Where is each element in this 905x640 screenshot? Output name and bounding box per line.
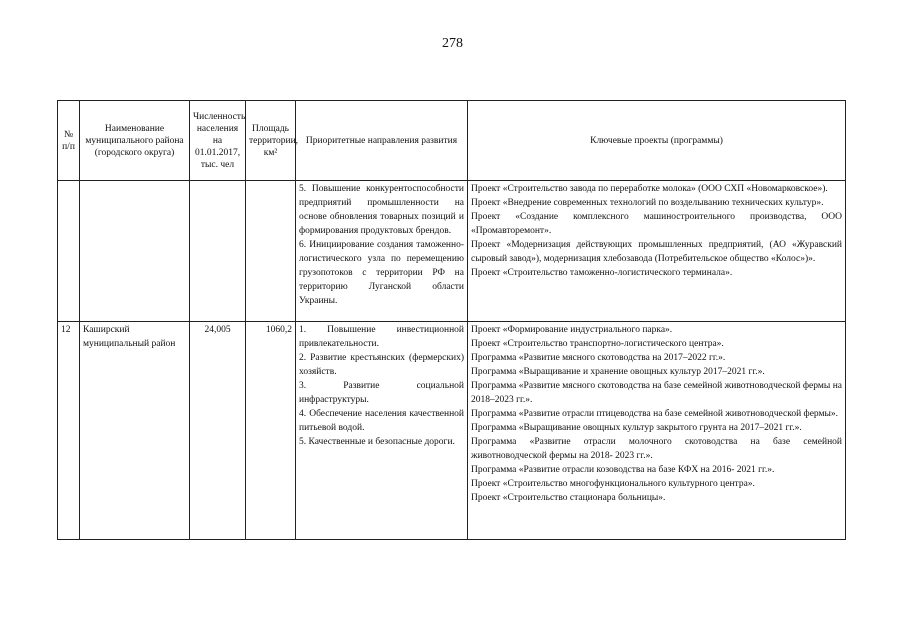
project-item: Программа «Развитие отрасли молочного скотоводства на базе семейной животноводческой фермы на 2018- 2023 гг.». — [471, 437, 842, 461]
direction-item: 4. Обеспечение населения качественной питьевой водой. — [299, 409, 464, 433]
cell-name: Каширский муниципальный район — [80, 322, 190, 540]
project-item: Проект «Строительство многофункционального культурного центра». — [471, 479, 755, 489]
project-item: Проект «Модернизация действующих промышленных предприятий, (АО «Журавский сыровый завод»), модернизация хлебозавода (Потребительское общество «Колос»)». — [471, 240, 842, 264]
cell-num — [58, 181, 80, 322]
cell-directions — [296, 322, 468, 540]
table-row — [58, 322, 846, 540]
direction-item: 2. Развитие крестьянских (фермерских) хозяйств. — [299, 353, 464, 377]
cell-projects — [468, 181, 846, 322]
project-item: Программа «Выращивание и хранение овощных культур 2017–2021 гг.». — [471, 367, 765, 377]
project-item: Проект «Строительство таможенно-логистического терминала». — [471, 268, 733, 278]
header-num: № п/п — [58, 101, 80, 181]
project-item: Проект «Формирование индустриального парка». — [471, 325, 673, 335]
project-item: Программа «Развитие мясного скотоводства на 2017–2022 гг.». — [471, 353, 726, 363]
header-population: Численность населения на 01.01.2017, тыс. чел — [190, 101, 246, 181]
direction-item: 3. Развитие социальной инфраструктуры. — [299, 381, 464, 405]
project-item: Проект «Строительство стационара больницы». — [471, 493, 666, 503]
cell-num: 12 — [58, 322, 80, 540]
header-directions: Приоритетные направления развития — [296, 101, 468, 181]
direction-item: 6. Инициирование создания таможенно-логистического узла по перемещению грузопотоков с территории РФ на территорию Луганской области Украины. — [299, 240, 464, 306]
cell-directions — [296, 181, 468, 322]
direction-item: 1. Повышение инвестиционной привлекательности. — [299, 325, 464, 349]
project-item: Программа «Развитие отрасли козоводства на базе КФХ на 2016- 2021 гг.». — [471, 465, 775, 475]
project-item: Программа «Развитие отрасли птицеводства на базе семейной животноводческой фермы». — [471, 409, 839, 419]
direction-item: 5. Повышение конкурентоспособности предприятий промышленности на основе обновления товарных позиций и формирования продуктовых брендов. — [299, 184, 464, 236]
cell-population — [190, 181, 246, 322]
development-table — [57, 100, 846, 540]
table-row — [58, 181, 846, 322]
cell-area: 1060,2 — [246, 322, 296, 540]
project-item: Проект «Внедрение современных технологий по возделыванию технических культур». — [471, 198, 824, 208]
cell-population: 24,005 — [190, 322, 246, 540]
header-projects: Ключевые проекты (программы) — [468, 101, 846, 181]
project-item: Проект «Строительство транспортно-логистического центра». — [471, 339, 724, 349]
project-item: Проект «Строительство завода по переработке молока» (ООО СХП «Новомарковское»). — [471, 184, 828, 194]
project-item: Программа «Развитие мясного скотоводства на базе семейной животноводческой фермы на 2018–2023 гг.». — [471, 381, 842, 405]
project-item: Проект «Создание комплексного машиностроительного производства, ООО «Промавторемонт». — [471, 212, 842, 236]
direction-item: 5. Качественные и безопасные дороги. — [299, 437, 455, 447]
cell-name — [80, 181, 190, 322]
header-name: Наименование муниципального района (городского округа) — [80, 101, 190, 181]
cell-projects — [468, 322, 846, 540]
header-row — [58, 101, 846, 181]
project-item: Программа «Выращивание овощных культур закрытого грунта на 2017–2021 гг.». — [471, 423, 802, 433]
header-area: Площадь территории, км² — [246, 101, 296, 181]
cell-area — [246, 181, 296, 322]
page-number: 278 — [442, 36, 463, 51]
